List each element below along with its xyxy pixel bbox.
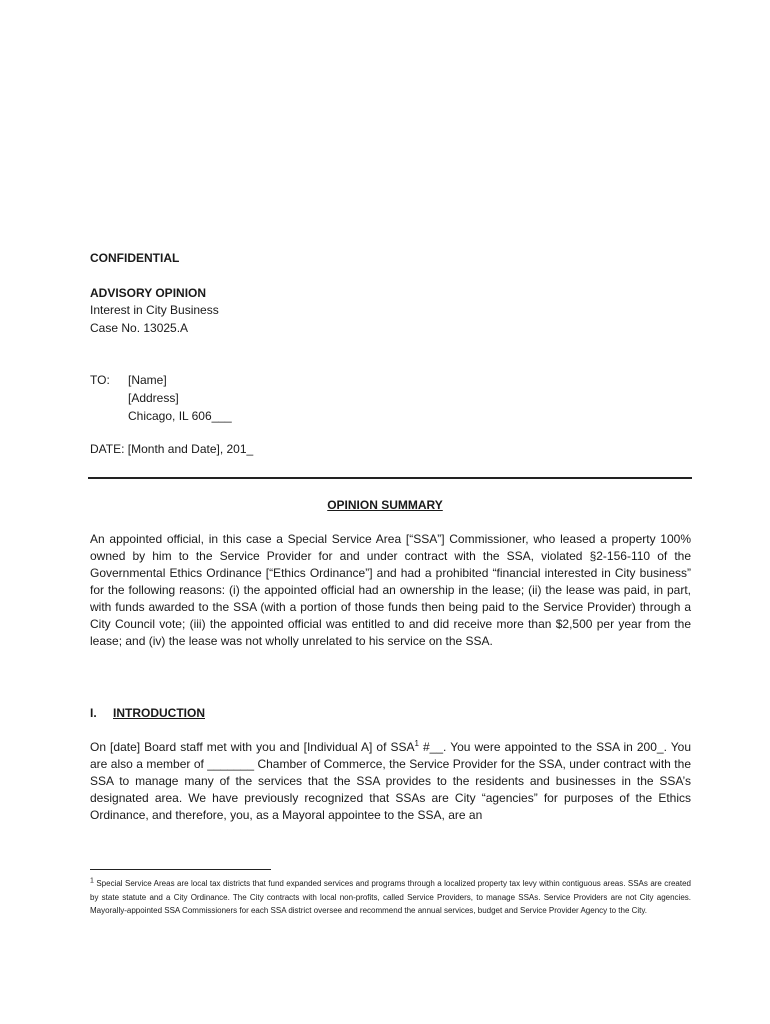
confidential-label: CONFIDENTIAL [90, 251, 180, 265]
footnote-marker: 1 [90, 877, 94, 885]
addressee-lines [128, 371, 428, 425]
section-number: I. [90, 706, 97, 720]
addressee-name: [Name] [128, 373, 167, 387]
footnote-reference[interactable]: 1 [414, 739, 419, 748]
introduction-text [90, 739, 691, 824]
date-line: DATE: [Month and Date], 201_ [90, 442, 254, 456]
addressee-city: Chicago, IL 606___ [128, 409, 232, 423]
introduction-text-part-2: #__. You were appointed to the SSA in 200_. You are also a member of _______ Chamber of Commerce, the Service Provider for the SSA, under contract with the SSA to manage many of the services that the SSA provides to the residents and businesses in the SSA’s designated area. We have previously recognized that SSAs are City “agencies” for purposes of the Ethics Ordinance, and therefore, you, as a Mayoral appointee to the SSA, are an [90, 740, 691, 822]
footnote [90, 877, 691, 918]
introduction-text-part-1: On [date] Board staff met with you and [Individual A] of SSA [90, 740, 415, 754]
document-type-heading: ADVISORY OPINION [90, 286, 207, 300]
footnote-text: Special Service Areas are local tax districts that fund expanded services and programs through a localized property tax levy within contiguous areas. SSAs are created by state statute and a City Ordinance. The City contracts with local non-profits, called Service Providers, to manage SSAs. Service Providers are not City agencies. Mayorally-appointed SSA Commissioners for each SSA district oversee and recommend the annual services, budget and Service Provider Agency to the City. [90, 879, 691, 915]
addressee-address: [Address] [128, 391, 179, 405]
footnote-divider [90, 869, 271, 870]
opinion-summary-heading: OPINION SUMMARY [327, 498, 443, 512]
case-number: Case No. 13025.A [90, 321, 189, 335]
document-subject: Interest in City Business [90, 303, 219, 317]
section-heading-introduction [90, 705, 205, 722]
to-label: TO: [90, 373, 110, 387]
header-divider [88, 477, 692, 479]
section-title: INTRODUCTION [113, 706, 205, 720]
opinion-summary-text: An appointed official, in this case a Special Service Area [“SSA”] Commissioner, who leased a property 100% owned by him to the Service Provider for and under contract with the SSA, violated §2-156-110 of the Governmental Ethics Ordinance [“Ethics Ordinance”] and had a prohibited “financial interested in City business” for the following reasons: (i) the appointed official had an ownership in the lease; (ii) the lease was paid, in part, with funds awarded to the SSA (with a portion of those funds then being paid to the Service Provider) through a City Council vote; (iii) the appointed official was entitled to and did receive more than $2,500 per year from the lease; and (iv) the lease was not wholly unrelated to his service on the SSA. [90, 532, 691, 648]
